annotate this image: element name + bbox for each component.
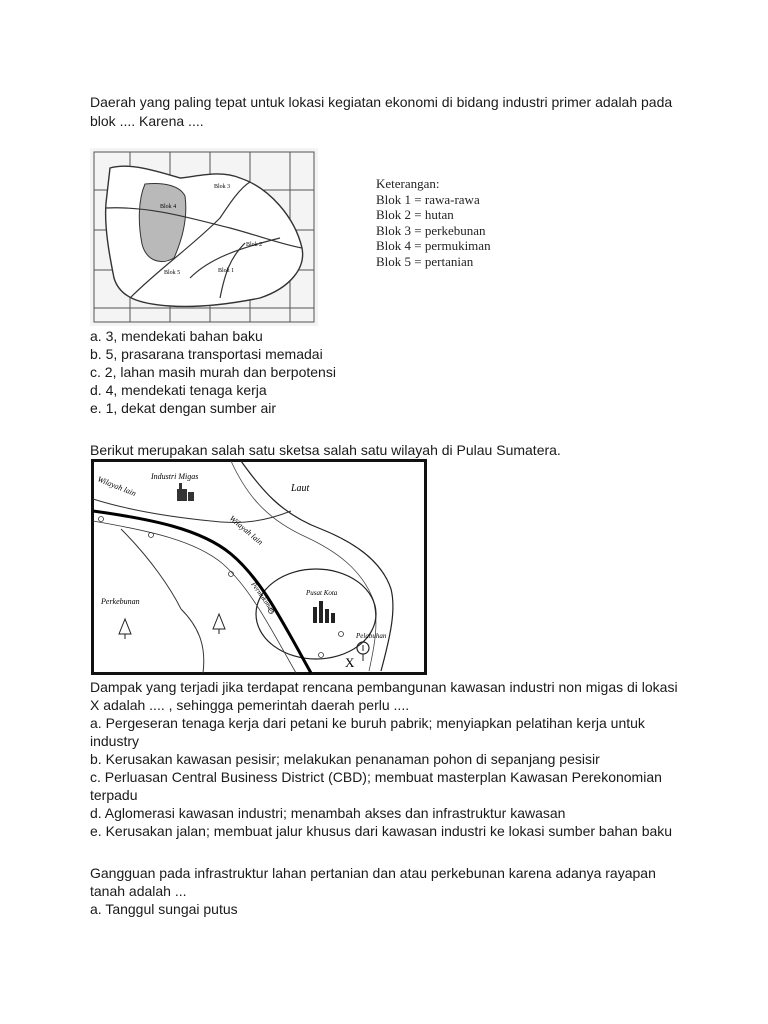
map-label-blok-4: Blok 4 — [160, 204, 177, 210]
label-wilayah-lain-1: Wilayah lain — [96, 474, 138, 499]
label-laut: Laut — [291, 483, 310, 494]
q2-option-d: d. Aglomerasi kawasan industri; menambah akses dan infrastruktur kawasan — [90, 805, 566, 821]
legend-item: Blok 1 = rawa-rawa — [376, 191, 480, 207]
label-pelabuhan: Pelabuhan — [356, 632, 387, 640]
q2-question-line-1: Dampak yang terjadi jika terdapat rencana pembangunan kawasan industri non migas di lokasi — [90, 679, 678, 695]
q2-option-a-cont: industry — [90, 733, 140, 749]
map-legend — [376, 176, 491, 270]
legend-item: Blok 3 = perkebunan — [376, 222, 486, 238]
label-perkebunan: Perkebunan — [101, 597, 140, 606]
q1-option-c: c. 2, lahan masih murah dan berpotensi — [90, 364, 336, 380]
legend-item: Blok 5 = pertanian — [376, 253, 474, 269]
q1-question-line-1: Daerah yang paling tepat untuk lokasi kegiatan ekonomi di bidang industri primer adalah pada — [90, 94, 673, 110]
q1-option-d: d. 4, mendekati tenaga kerja — [90, 382, 267, 398]
label-permukiman: Permukiman — [249, 580, 277, 615]
q1-option-a: a. 3, mendekati bahan baku — [90, 328, 263, 344]
map-label-blok-1: Blok 1 — [218, 268, 235, 274]
legend-item: Blok 4 = permukiman — [376, 238, 491, 254]
q2-option-e: e. Kerusakan jalan; membuat jalur khusus dari kawasan industri ke lokasi sumber bahan baku — [90, 823, 673, 839]
q2-option-c: c. Perluasan Central Business District (CBD); membuat masterplan Kawasan Perekonomian — [90, 769, 662, 785]
sumatera-sketch-figure — [91, 459, 427, 675]
label-x: X — [345, 655, 355, 670]
q2-question-line-2: X adalah .... , sehingga pemerintah daerah perlu .... — [90, 697, 410, 713]
legend-item: Blok 2 = hutan — [376, 207, 454, 223]
q2-option-c-cont: terpadu — [90, 787, 138, 803]
label-industri-migas: Industri Migas — [151, 472, 199, 481]
block-map-figure — [90, 148, 318, 326]
q3-question-line-1: Gangguan pada infrastruktur lahan pertanian dan atau perkebunan karena adanya rayapan — [90, 865, 656, 881]
label-pusat-kota: Pusat Kota — [306, 589, 338, 597]
legend-title: Keterangan: — [376, 176, 440, 191]
q2-option-a: a. Pergeseran tenaga kerja dari petani ke buruh pabrik; menyiapkan pelatihan kerja untuk — [90, 715, 645, 731]
map-label-blok-3: Blok 3 — [214, 184, 231, 190]
q1-option-b: b. 5, prasarana transportasi memadai — [90, 346, 323, 362]
map-label-blok-2: Blok 2 — [246, 242, 263, 248]
q2-option-b: b. Kerusakan kawasan pesisir; melakukan penanaman pohon di sepanjang pesisir — [90, 751, 600, 767]
label-wilayah-lain-2: Wilayah lain — [227, 513, 265, 547]
q1-option-e: e. 1, dekat dengan sumber air — [90, 400, 277, 416]
q1-question-line-2: blok .... Karena .... — [90, 113, 204, 129]
q3-option-a: a. Tanggul sungai putus — [90, 901, 238, 917]
q2-intro: Berikut merupakan salah satu sketsa salah satu wilayah di Pulau Sumatera. — [90, 442, 561, 458]
map-label-blok-5: Blok 5 — [164, 270, 181, 276]
q3-question-line-2: tanah adalah ... — [90, 883, 187, 899]
